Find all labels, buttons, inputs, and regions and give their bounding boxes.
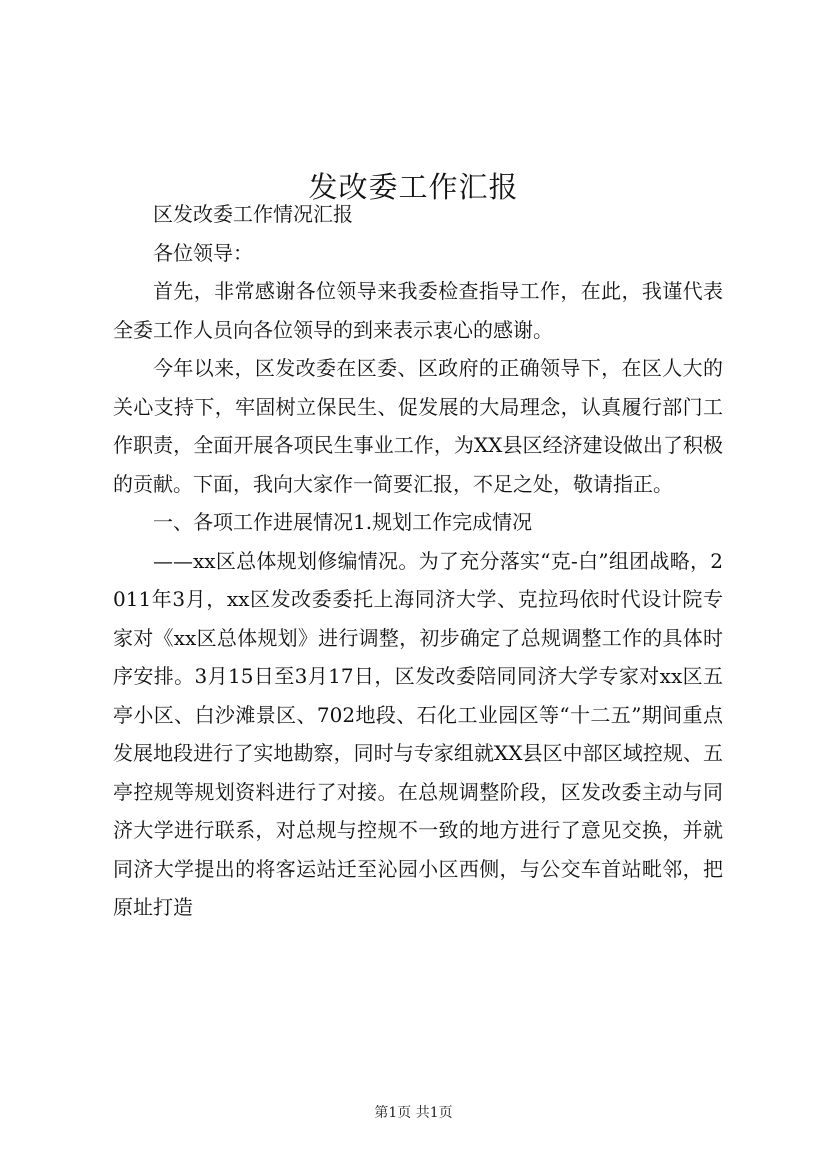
section-heading-paragraph: 一、各项工作进展情况1.规划工作完成情况 bbox=[153, 510, 533, 534]
thanks-paragraph: 首先，非常感谢各位领导来我委检查指导工作，在此，我谨代表全委工作人员向各位领导的到来表示衷心的感谢。 bbox=[113, 279, 723, 342]
salutation-paragraph: 各位领导： bbox=[153, 240, 253, 265]
planning-paragraph: ——xx区总体规划修编情况。为了充分落实“克-白”组团战略，2011年3月，xx区发改委委托上海同济大学、克拉玛依时代设计院专家对《xx区总体规划》进行调整，初步确定了总规调整工作的具体时序安排。3月15日至3月17日，区发改委陪同同济大学专家对xx区五亭小区、白沙滩景区、702地段、石化工业园区等“十二五”期间重点发展地段进行了实地勘察，同时与专家组就XX县区中部区域控规、五亭控规等规划资料进行了对接。在总规调整阶段，区发改委主动与同济大学进行联系，对总规与控规不一致的地方进行了意见交换，并就同济大学提出的将客运站迁至沁园小区西侧，与公交车首站毗邻，把原址打造 bbox=[113, 548, 723, 919]
document-body bbox=[113, 195, 723, 927]
document-title: 发改委工作汇报 bbox=[308, 170, 519, 205]
page-footer: 第1页 共1页 bbox=[374, 1105, 453, 1121]
heading-paragraph: 区发改委工作情况汇报 bbox=[153, 202, 353, 226]
summary-paragraph: 今年以来，区发改委在区委、区政府的正确领导下，在区人大的关心支持下，牢固树立保民生、促发展的大局理念，认真履行部门工作职责，全面开展各项民生事业工作，为XX县区经济建设做出了积极的贡献。下面，我向大家作一简要汇报，不足之处，敬请指正。 bbox=[113, 356, 723, 496]
